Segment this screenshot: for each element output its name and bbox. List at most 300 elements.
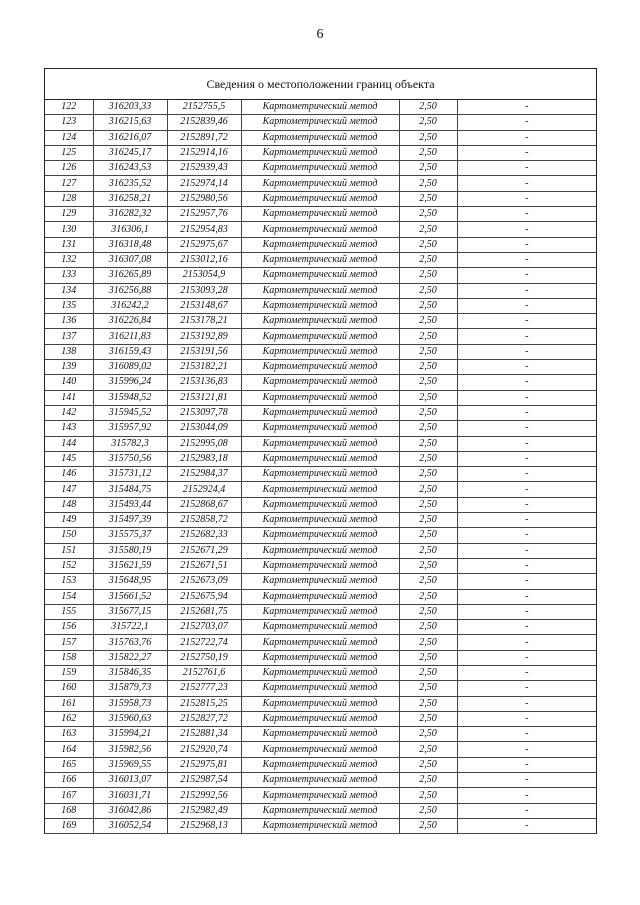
method-cell: Картометрический метод [241,451,399,466]
y-coordinate-cell: 2152681,75 [167,604,241,619]
y-coordinate-cell: 2153097,78 [167,405,241,420]
description-cell: - [457,268,596,283]
y-coordinate-cell: 2152924,4 [167,482,241,497]
y-coordinate-cell: 2152703,07 [167,620,241,635]
x-coordinate-cell: 316256,88 [93,283,167,298]
description-cell: - [457,665,596,680]
x-coordinate-cell: 315996,24 [93,375,167,390]
table-row [45,161,596,176]
description-cell: - [457,803,596,818]
y-coordinate-cell: 2152671,51 [167,558,241,573]
point-number-cell: 128 [45,191,93,206]
method-cell: Картометрический метод [241,528,399,543]
x-coordinate-cell: 315493,44 [93,497,167,512]
description-cell: - [457,115,596,130]
method-cell: Картометрический метод [241,650,399,665]
method-cell: Картометрический метод [241,665,399,680]
table-row [45,727,596,742]
accuracy-cell: 2,50 [399,161,457,176]
accuracy-cell: 2,50 [399,344,457,359]
method-cell: Картометрический метод [241,283,399,298]
accuracy-cell: 2,50 [399,237,457,252]
method-cell: Картометрический метод [241,558,399,573]
table-row [45,665,596,680]
x-coordinate-cell: 316245,17 [93,145,167,160]
description-cell: - [457,390,596,405]
method-cell: Картометрический метод [241,360,399,375]
point-number-cell: 155 [45,604,93,619]
point-number-cell: 158 [45,650,93,665]
point-number-cell: 134 [45,283,93,298]
description-cell: - [457,283,596,298]
accuracy-cell: 2,50 [399,375,457,390]
point-number-cell: 138 [45,344,93,359]
accuracy-cell: 2,50 [399,773,457,788]
accuracy-cell: 2,50 [399,252,457,267]
method-cell: Картометрический метод [241,237,399,252]
y-coordinate-cell: 2152982,49 [167,803,241,818]
description-cell: - [457,727,596,742]
y-coordinate-cell: 2152722,74 [167,635,241,650]
y-coordinate-cell: 2152968,13 [167,818,241,833]
point-number-cell: 152 [45,558,93,573]
x-coordinate-cell: 316216,07 [93,130,167,145]
x-coordinate-cell: 315879,73 [93,681,167,696]
method-cell: Картометрический метод [241,818,399,833]
boundary-points-table [45,100,596,834]
description-cell: - [457,757,596,772]
point-number-cell: 163 [45,727,93,742]
method-cell: Картометрический метод [241,314,399,329]
y-coordinate-cell: 2153182,21 [167,360,241,375]
description-cell: - [457,298,596,313]
table-row [45,191,596,206]
y-coordinate-cell: 2152984,37 [167,467,241,482]
table-row [45,589,596,604]
method-cell: Картометрический метод [241,467,399,482]
method-cell: Картометрический метод [241,268,399,283]
y-coordinate-cell: 2153136,83 [167,375,241,390]
y-coordinate-cell: 2152881,34 [167,727,241,742]
method-cell: Картометрический метод [241,742,399,757]
description-cell: - [457,237,596,252]
y-coordinate-cell: 2152777,23 [167,681,241,696]
method-cell: Картометрический метод [241,390,399,405]
table-row [45,283,596,298]
method-cell: Картометрический метод [241,513,399,528]
y-coordinate-cell: 2152920,74 [167,742,241,757]
y-coordinate-cell: 2152761,6 [167,665,241,680]
method-cell: Картометрический метод [241,436,399,451]
accuracy-cell: 2,50 [399,176,457,191]
accuracy-cell: 2,50 [399,574,457,589]
y-coordinate-cell: 2152815,25 [167,696,241,711]
accuracy-cell: 2,50 [399,650,457,665]
method-cell: Картометрический метод [241,375,399,390]
point-number-cell: 147 [45,482,93,497]
point-number-cell: 141 [45,390,93,405]
description-cell: - [457,604,596,619]
table-title: Сведения о местоположении границ объекта [45,69,596,100]
y-coordinate-cell: 2152891,72 [167,130,241,145]
description-cell: - [457,650,596,665]
x-coordinate-cell: 315677,15 [93,604,167,619]
method-cell: Картометрический метод [241,589,399,604]
x-coordinate-cell: 315648,95 [93,574,167,589]
y-coordinate-cell: 2152671,29 [167,543,241,558]
y-coordinate-cell: 2153178,21 [167,314,241,329]
accuracy-cell: 2,50 [399,405,457,420]
accuracy-cell: 2,50 [399,681,457,696]
x-coordinate-cell: 315763,76 [93,635,167,650]
x-coordinate-cell: 316013,07 [93,773,167,788]
x-coordinate-cell: 316211,83 [93,329,167,344]
x-coordinate-cell: 316052,54 [93,818,167,833]
y-coordinate-cell: 2152858,72 [167,513,241,528]
accuracy-cell: 2,50 [399,665,457,680]
x-coordinate-cell: 315782,3 [93,436,167,451]
description-cell: - [457,161,596,176]
y-coordinate-cell: 2153148,67 [167,298,241,313]
table-row [45,773,596,788]
table-row [45,696,596,711]
boundary-table-sheet [44,68,597,834]
point-number-cell: 162 [45,711,93,726]
accuracy-cell: 2,50 [399,451,457,466]
table-row [45,604,596,619]
table-row [45,421,596,436]
accuracy-cell: 2,50 [399,390,457,405]
point-number-cell: 125 [45,145,93,160]
y-coordinate-cell: 2153093,28 [167,283,241,298]
method-cell: Картометрический метод [241,176,399,191]
method-cell: Картометрический метод [241,207,399,222]
table-row [45,650,596,665]
table-row [45,176,596,191]
table-row [45,711,596,726]
accuracy-cell: 2,50 [399,115,457,130]
table-row [45,742,596,757]
description-cell: - [457,191,596,206]
y-coordinate-cell: 2152992,56 [167,788,241,803]
table-row [45,681,596,696]
x-coordinate-cell: 315846,35 [93,665,167,680]
table-row [45,405,596,420]
point-number-cell: 123 [45,115,93,130]
x-coordinate-cell: 315731,12 [93,467,167,482]
accuracy-cell: 2,50 [399,207,457,222]
description-cell: - [457,558,596,573]
x-coordinate-cell: 316258,21 [93,191,167,206]
method-cell: Картометрический метод [241,100,399,115]
method-cell: Картометрический метод [241,298,399,313]
x-coordinate-cell: 315994,21 [93,727,167,742]
x-coordinate-cell: 315945,52 [93,405,167,420]
point-number-cell: 145 [45,451,93,466]
point-number-cell: 169 [45,818,93,833]
x-coordinate-cell: 316089,02 [93,360,167,375]
description-cell: - [457,145,596,160]
accuracy-cell: 2,50 [399,421,457,436]
point-number-cell: 168 [45,803,93,818]
x-coordinate-cell: 316307,08 [93,252,167,267]
y-coordinate-cell: 2153044,09 [167,421,241,436]
method-cell: Картометрический метод [241,145,399,160]
method-cell: Картометрический метод [241,222,399,237]
accuracy-cell: 2,50 [399,788,457,803]
table-row [45,115,596,130]
accuracy-cell: 2,50 [399,604,457,619]
accuracy-cell: 2,50 [399,727,457,742]
accuracy-cell: 2,50 [399,620,457,635]
accuracy-cell: 2,50 [399,696,457,711]
point-number-cell: 167 [45,788,93,803]
method-cell: Картометрический метод [241,635,399,650]
point-number-cell: 161 [45,696,93,711]
description-cell: - [457,773,596,788]
description-cell: - [457,788,596,803]
x-coordinate-cell: 316235,52 [93,176,167,191]
point-number-cell: 160 [45,681,93,696]
y-coordinate-cell: 2152987,54 [167,773,241,788]
x-coordinate-cell: 316243,53 [93,161,167,176]
point-number-cell: 131 [45,237,93,252]
x-coordinate-cell: 315575,37 [93,528,167,543]
method-cell: Картометрический метод [241,711,399,726]
x-coordinate-cell: 316215,63 [93,115,167,130]
point-number-cell: 130 [45,222,93,237]
table-row [45,788,596,803]
x-coordinate-cell: 315957,92 [93,421,167,436]
description-cell: - [457,436,596,451]
table-row [45,436,596,451]
table-row [45,803,596,818]
y-coordinate-cell: 2153191,56 [167,344,241,359]
accuracy-cell: 2,50 [399,711,457,726]
method-cell: Картометрический метод [241,130,399,145]
y-coordinate-cell: 2152995,08 [167,436,241,451]
accuracy-cell: 2,50 [399,803,457,818]
y-coordinate-cell: 2152827,72 [167,711,241,726]
accuracy-cell: 2,50 [399,360,457,375]
point-number-cell: 122 [45,100,93,115]
table-row [45,635,596,650]
table-row [45,818,596,833]
point-number-cell: 150 [45,528,93,543]
method-cell: Картометрический метод [241,543,399,558]
table-row [45,467,596,482]
description-cell: - [457,375,596,390]
method-cell: Картометрический метод [241,161,399,176]
table-body [45,100,596,834]
accuracy-cell: 2,50 [399,528,457,543]
method-cell: Картометрический метод [241,788,399,803]
method-cell: Картометрический метод [241,191,399,206]
description-cell: - [457,421,596,436]
table-row [45,513,596,528]
description-cell: - [457,252,596,267]
description-cell: - [457,543,596,558]
description-cell: - [457,482,596,497]
accuracy-cell: 2,50 [399,191,457,206]
description-cell: - [457,711,596,726]
description-cell: - [457,528,596,543]
table-row [45,497,596,512]
accuracy-cell: 2,50 [399,818,457,833]
accuracy-cell: 2,50 [399,757,457,772]
description-cell: - [457,635,596,650]
table-row [45,130,596,145]
x-coordinate-cell: 315580,19 [93,543,167,558]
method-cell: Картометрический метод [241,115,399,130]
description-cell: - [457,130,596,145]
point-number-cell: 166 [45,773,93,788]
description-cell: - [457,681,596,696]
y-coordinate-cell: 2153012,16 [167,252,241,267]
y-coordinate-cell: 2152980,56 [167,191,241,206]
point-number-cell: 132 [45,252,93,267]
method-cell: Картометрический метод [241,604,399,619]
method-cell: Картометрический метод [241,482,399,497]
x-coordinate-cell: 315958,73 [93,696,167,711]
y-coordinate-cell: 2152755,5 [167,100,241,115]
table-row [45,344,596,359]
description-cell: - [457,329,596,344]
point-number-cell: 126 [45,161,93,176]
y-coordinate-cell: 2152939,43 [167,161,241,176]
y-coordinate-cell: 2152675,94 [167,589,241,604]
description-cell: - [457,467,596,482]
point-number-cell: 133 [45,268,93,283]
x-coordinate-cell: 316265,89 [93,268,167,283]
y-coordinate-cell: 2152983,18 [167,451,241,466]
accuracy-cell: 2,50 [399,482,457,497]
table-row [45,268,596,283]
accuracy-cell: 2,50 [399,497,457,512]
accuracy-cell: 2,50 [399,222,457,237]
table-row [45,757,596,772]
table-row [45,298,596,313]
y-coordinate-cell: 2152673,09 [167,574,241,589]
accuracy-cell: 2,50 [399,314,457,329]
x-coordinate-cell: 315497,39 [93,513,167,528]
x-coordinate-cell: 315960,63 [93,711,167,726]
table-row [45,543,596,558]
x-coordinate-cell: 316282,32 [93,207,167,222]
y-coordinate-cell: 2152975,67 [167,237,241,252]
point-number-cell: 140 [45,375,93,390]
table-row [45,390,596,405]
accuracy-cell: 2,50 [399,635,457,650]
y-coordinate-cell: 2153192,89 [167,329,241,344]
x-coordinate-cell: 315969,55 [93,757,167,772]
y-coordinate-cell: 2152975,81 [167,757,241,772]
point-number-cell: 148 [45,497,93,512]
table-row [45,375,596,390]
point-number-cell: 154 [45,589,93,604]
point-number-cell: 135 [45,298,93,313]
x-coordinate-cell: 316306,1 [93,222,167,237]
table-row [45,558,596,573]
description-cell: - [457,405,596,420]
x-coordinate-cell: 315484,75 [93,482,167,497]
x-coordinate-cell: 315661,52 [93,589,167,604]
description-cell: - [457,818,596,833]
x-coordinate-cell: 315621,59 [93,558,167,573]
accuracy-cell: 2,50 [399,100,457,115]
table-row [45,528,596,543]
table-row [45,360,596,375]
method-cell: Картометрический метод [241,696,399,711]
method-cell: Картометрический метод [241,757,399,772]
table-row [45,145,596,160]
method-cell: Картометрический метод [241,405,399,420]
table-row [45,451,596,466]
y-coordinate-cell: 2152750,19 [167,650,241,665]
y-coordinate-cell: 2152914,16 [167,145,241,160]
description-cell: - [457,360,596,375]
x-coordinate-cell: 316159,43 [93,344,167,359]
point-number-cell: 156 [45,620,93,635]
point-number-cell: 127 [45,176,93,191]
page-number: 6 [316,27,324,42]
y-coordinate-cell: 2152868,67 [167,497,241,512]
method-cell: Картометрический метод [241,574,399,589]
description-cell: - [457,742,596,757]
y-coordinate-cell: 2152954,83 [167,222,241,237]
description-cell: - [457,497,596,512]
table-row [45,329,596,344]
point-number-cell: 142 [45,405,93,420]
x-coordinate-cell: 315948,52 [93,390,167,405]
accuracy-cell: 2,50 [399,513,457,528]
point-number-cell: 129 [45,207,93,222]
method-cell: Картометрический метод [241,803,399,818]
x-coordinate-cell: 316203,33 [93,100,167,115]
accuracy-cell: 2,50 [399,268,457,283]
x-coordinate-cell: 316226,84 [93,314,167,329]
accuracy-cell: 2,50 [399,589,457,604]
y-coordinate-cell: 2153121,81 [167,390,241,405]
x-coordinate-cell: 315750,56 [93,451,167,466]
point-number-cell: 144 [45,436,93,451]
point-number-cell: 143 [45,421,93,436]
method-cell: Картометрический метод [241,773,399,788]
table-row [45,207,596,222]
accuracy-cell: 2,50 [399,558,457,573]
accuracy-cell: 2,50 [399,543,457,558]
description-cell: - [457,589,596,604]
y-coordinate-cell: 2153054,9 [167,268,241,283]
method-cell: Картометрический метод [241,344,399,359]
accuracy-cell: 2,50 [399,130,457,145]
table-row [45,237,596,252]
accuracy-cell: 2,50 [399,436,457,451]
method-cell: Картометрический метод [241,329,399,344]
accuracy-cell: 2,50 [399,742,457,757]
point-number-cell: 164 [45,742,93,757]
description-cell: - [457,176,596,191]
description-cell: - [457,207,596,222]
method-cell: Картометрический метод [241,252,399,267]
accuracy-cell: 2,50 [399,283,457,298]
point-number-cell: 136 [45,314,93,329]
y-coordinate-cell: 2152974,14 [167,176,241,191]
description-cell: - [457,620,596,635]
point-number-cell: 146 [45,467,93,482]
y-coordinate-cell: 2152957,76 [167,207,241,222]
point-number-cell: 159 [45,665,93,680]
